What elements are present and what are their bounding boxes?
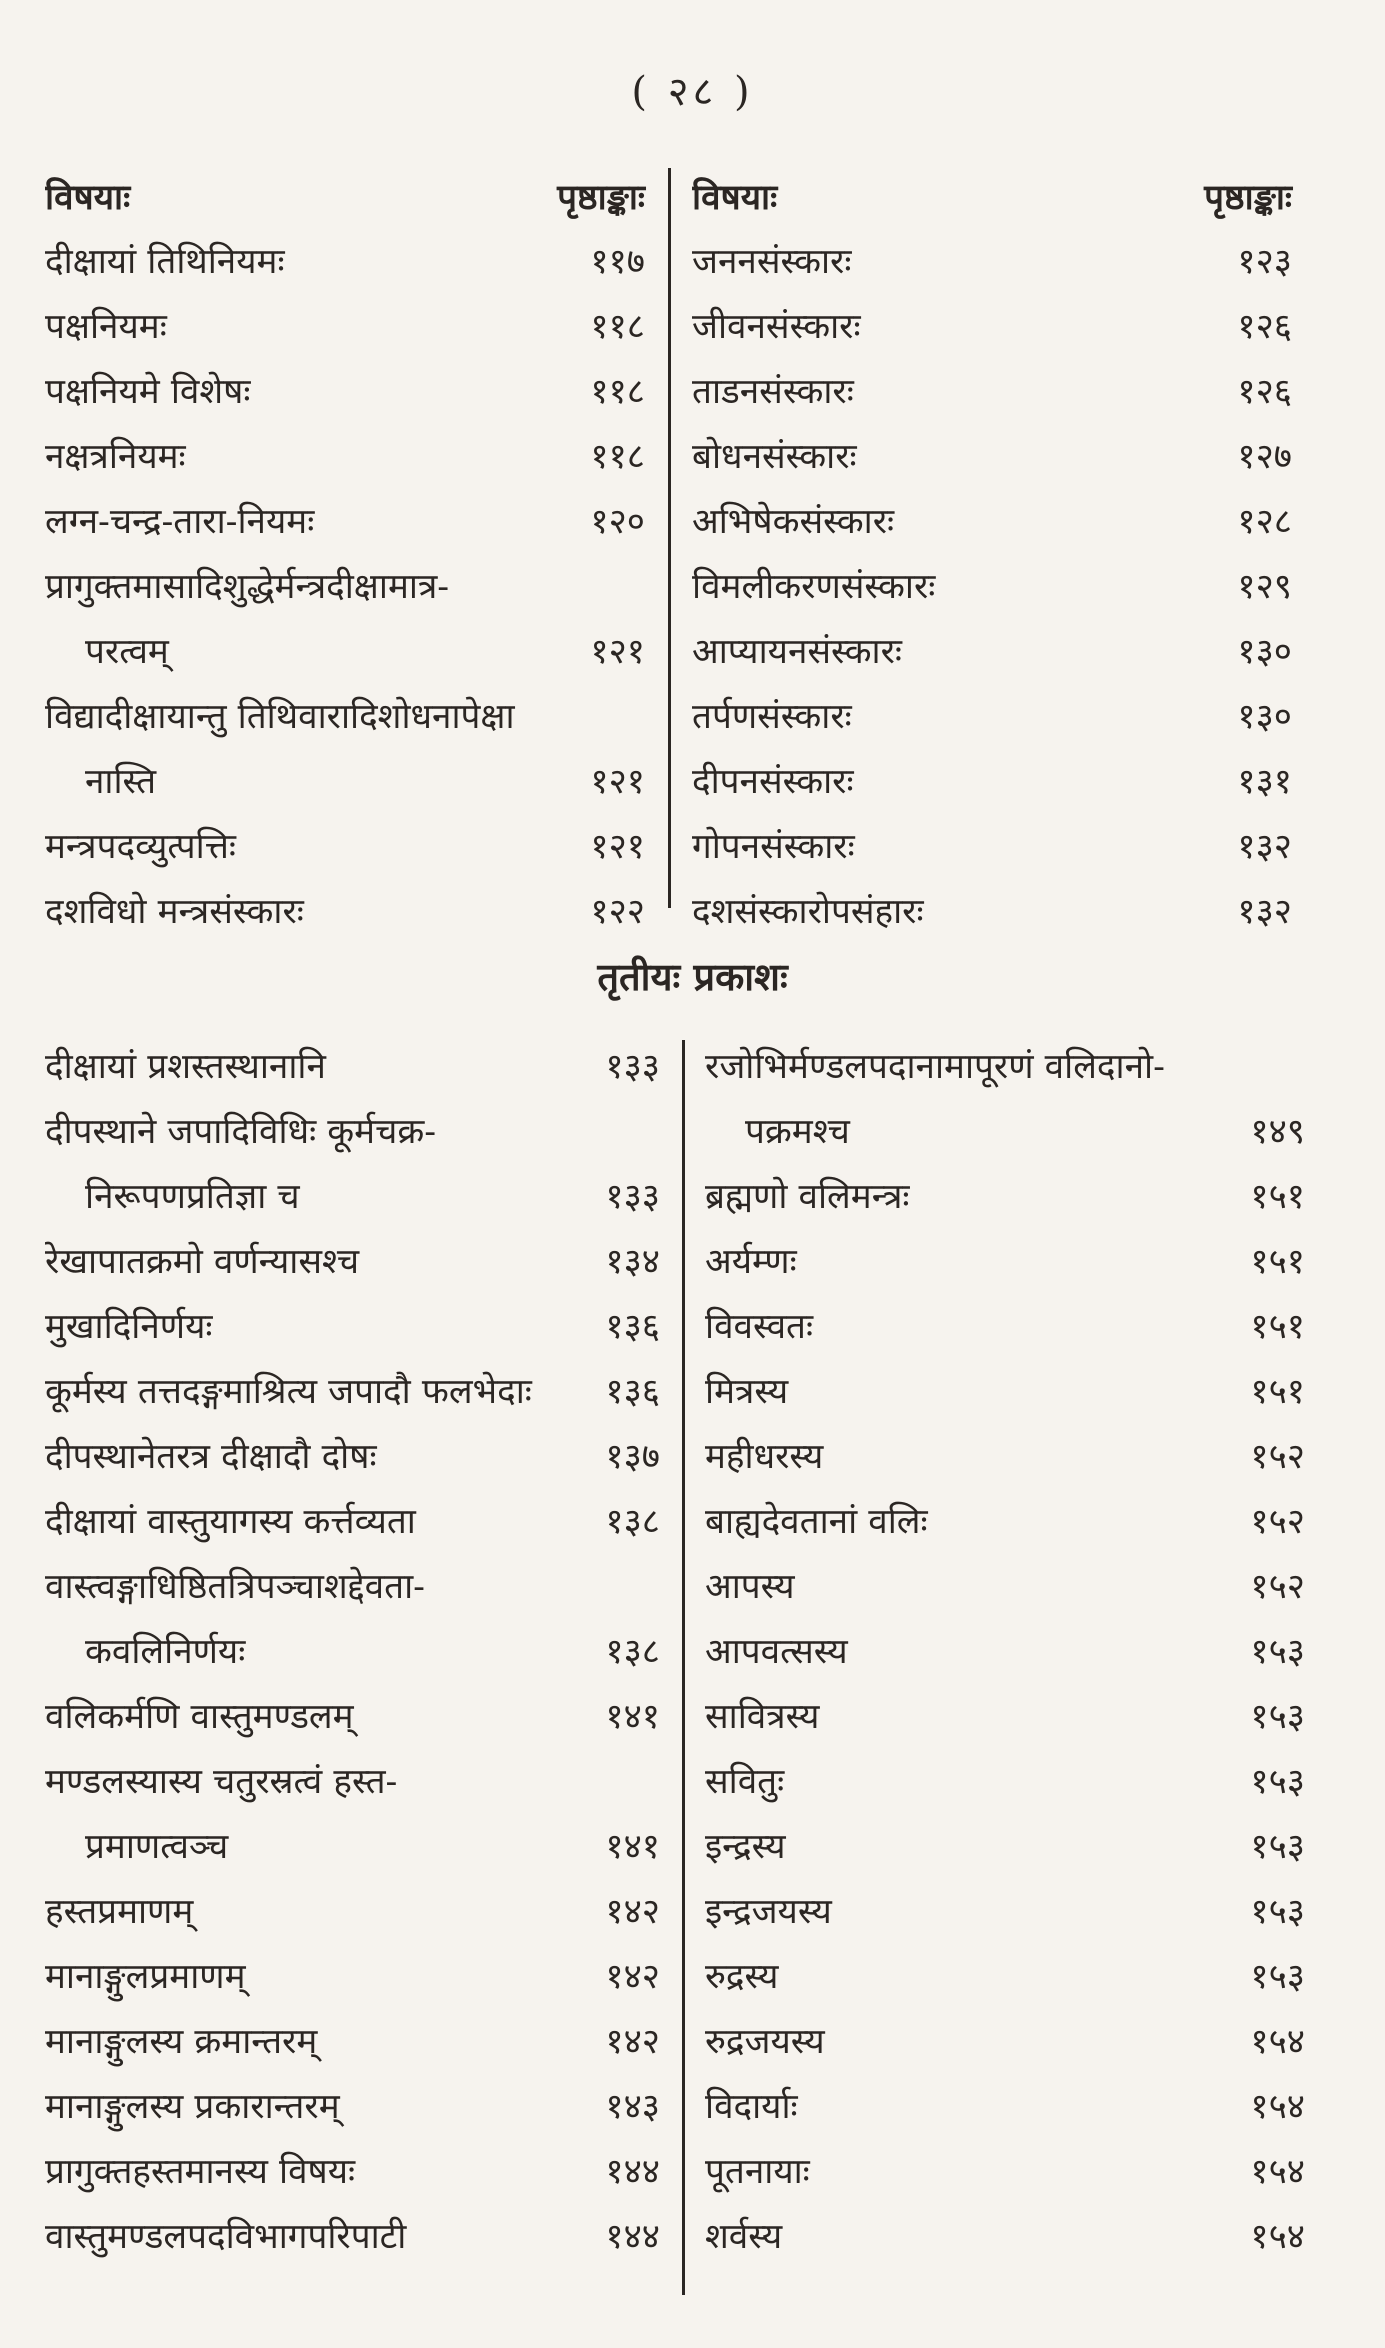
toc-bottom-left-column: [45, 1035, 660, 2270]
entry-title: रुद्रस्य: [705, 1957, 779, 1997]
entry-page: [635, 685, 645, 750]
entry-title: दीक्षायां प्रशस्तस्थानानि: [45, 1047, 326, 1087]
entry-page: १२१: [590, 827, 645, 867]
entry-page: १५४: [1250, 2152, 1305, 2192]
toc-entry: [45, 490, 645, 555]
toc-top-right-column: [692, 165, 1292, 945]
entry-title: दीपस्थानेतरत्र दीक्षादौ दोषः: [45, 1437, 377, 1477]
entry-page: १४१: [605, 1697, 660, 1737]
entry-page: [650, 1555, 660, 1620]
entry-title: गोपनसंस्कारः: [692, 827, 855, 867]
toc-entry: [45, 685, 645, 750]
toc-entry: [705, 1425, 1305, 1490]
toc-entry: [45, 425, 645, 490]
entry-title: मुखादिनिर्णयः: [45, 1307, 213, 1347]
toc-entry: [45, 1295, 660, 1360]
entry-page: १३१: [1237, 762, 1292, 802]
entry-page: १५१: [1250, 1307, 1305, 1347]
entry-title: ब्रह्मणो वलिमन्त्रः: [705, 1177, 910, 1217]
entry-page: १५३: [1250, 1827, 1305, 1867]
toc-entry: [705, 2205, 1305, 2270]
entry-page: १५३: [1250, 1957, 1305, 1997]
toc-top-left-column: [45, 165, 645, 945]
entry-title: दशसंस्कारोपसंहारः: [692, 892, 924, 932]
toc-entry: [705, 1165, 1305, 1230]
entry-title: मित्रस्य: [705, 1372, 789, 1412]
entry-page: १३६: [605, 1307, 660, 1347]
header-page: पृष्ठाङ्काः: [557, 177, 645, 218]
entry-title: अर्यम्णः: [705, 1242, 797, 1282]
entry-title: रेखापातक्रमो वर्णन्यासश्च: [45, 1242, 360, 1282]
entry-title: रुद्रजयस्य: [705, 2022, 825, 2062]
section-title: तृतीयः प्रकाशः: [597, 954, 788, 999]
entry-page: १२८: [1237, 502, 1292, 542]
toc-entry: [45, 555, 645, 620]
entry-page: १४४: [605, 2152, 660, 2192]
entry-title: इन्द्रजयस्य: [705, 1892, 832, 1932]
entry-title: विमलीकरणसंस्कारः: [692, 567, 936, 607]
toc-entry: [45, 295, 645, 360]
entry-page: १५३: [1250, 1892, 1305, 1932]
entry-page: १२३: [1237, 242, 1292, 282]
entry-title: मानाङ्गुलस्य प्रकारान्तरम्: [45, 2087, 340, 2127]
toc-bottom-right-column: [705, 1035, 1305, 2270]
entry-title: बोधनसंस्कारः: [692, 437, 857, 477]
entry-title: तर्पणसंस्कारः: [692, 697, 852, 737]
entry-page: १५४: [1250, 2217, 1305, 2257]
toc-entry: [45, 1750, 660, 1815]
toc-entry: [45, 815, 645, 880]
entry-title: महीधरस्य: [705, 1437, 824, 1477]
toc-entry: [692, 490, 1292, 555]
toc-entry: [45, 1360, 660, 1425]
entry-page: [650, 1750, 660, 1815]
entry-title: शर्वस्य: [705, 2217, 783, 2257]
entry-title: वलिकर्मणि वास्तुमण्डलम्: [45, 1697, 354, 1737]
entry-page: १३४: [605, 1242, 660, 1282]
header-subject: विषयाः: [45, 177, 131, 218]
entry-page: १३८: [605, 1632, 660, 1672]
entry-title: दीक्षायां तिथिनियमः: [45, 242, 285, 282]
column-divider-bottom: [682, 1040, 685, 2295]
entry-page: [1295, 1035, 1305, 1100]
entry-title: दीपस्थाने जपादिविधिः कूर्मचक्र-: [45, 1112, 437, 1152]
entry-page: १२६: [1237, 307, 1292, 347]
entry-title: मानाङ्गुलप्रमाणम्: [45, 1957, 246, 1997]
entry-title: आपस्य: [705, 1567, 795, 1607]
toc-entry: [45, 1490, 660, 1555]
entry-page: ११८: [590, 307, 645, 347]
toc-entry: [45, 880, 645, 945]
entry-page: १३२: [1237, 892, 1292, 932]
entry-page: १५१: [1250, 1372, 1305, 1412]
toc-entry: [45, 1555, 660, 1620]
toc-entry: [45, 1815, 660, 1880]
entry-title: कवलिनिर्णयः: [85, 1632, 246, 1672]
toc-entry: [45, 1100, 660, 1165]
toc-entry: [705, 2010, 1305, 2075]
entry-title: इन्द्रस्य: [705, 1827, 786, 1867]
entry-title: ताडनसंस्कारः: [692, 372, 854, 412]
entry-title: विद्यादीक्षायान्तु तिथिवारादिशोधनापेक्षा: [45, 697, 515, 737]
entry-page: १४४: [605, 2217, 660, 2257]
entry-title: दशविधो मन्त्रसंस्कारः: [45, 892, 304, 932]
entry-page: १४२: [605, 1892, 660, 1932]
toc-entry: [45, 2010, 660, 2075]
toc-entry: [705, 2075, 1305, 2140]
entry-page: [650, 1100, 660, 1165]
header-subject: विषयाः: [692, 177, 778, 218]
entry-title: कूर्मस्य तत्तदङ्गमाश्रित्य जपादौ फलभेदाः: [45, 1372, 532, 1412]
entry-title: बाह्यदेवतानां वलिः: [705, 1502, 928, 1542]
toc-entry: [45, 1620, 660, 1685]
entry-title: नक्षत्रनियमः: [45, 437, 186, 477]
entry-page: १३८: [605, 1502, 660, 1542]
entry-page: १५४: [1250, 2087, 1305, 2127]
entry-page: १३६: [605, 1372, 660, 1412]
toc-entry: [692, 230, 1292, 295]
entry-title: विदार्याः: [705, 2087, 798, 2127]
entry-title: रजोभिर्मण्डलपदानामापूरणं वलिदानो-: [705, 1047, 1165, 1087]
entry-page: १२७: [1237, 437, 1292, 477]
toc-entry: [705, 1880, 1305, 1945]
entry-title: आपवत्सस्य: [705, 1632, 848, 1672]
entry-title: हस्तप्रमाणम्: [45, 1892, 194, 1932]
entry-title: दीक्षायां वास्तुयागस्य कर्त्तव्यता: [45, 1502, 416, 1542]
entry-page: १२१: [590, 762, 645, 802]
toc-entry: [705, 1230, 1305, 1295]
toc-entry: [692, 685, 1292, 750]
toc-entry: [692, 425, 1292, 490]
toc-entry: [45, 2140, 660, 2205]
toc-entry: [705, 1555, 1305, 1620]
entry-page: १४२: [605, 1957, 660, 1997]
toc-entry: [45, 360, 645, 425]
toc-header-row: [45, 165, 645, 230]
toc-entry: [705, 1620, 1305, 1685]
toc-entry: [705, 1945, 1305, 2010]
entry-title: नास्ति: [85, 762, 157, 802]
toc-entry: [692, 750, 1292, 815]
entry-title: वास्तुमण्डलपदविभागपरिपाटी: [45, 2217, 407, 2257]
entry-page: १५१: [1250, 1242, 1305, 1282]
entry-page: १४१: [605, 1827, 660, 1867]
entry-title: वास्त्वङ्गाधिष्ठितत्रिपञ्चाशद्देवता-: [45, 1567, 425, 1607]
entry-page: ११८: [590, 437, 645, 477]
entry-page: १५२: [1250, 1437, 1305, 1477]
entry-page: १४९: [1250, 1112, 1305, 1152]
column-divider-top: [668, 168, 671, 908]
entry-title: विवस्वतः: [705, 1307, 814, 1347]
header-page: पृष्ठाङ्काः: [1204, 177, 1292, 218]
entry-page: १५३: [1250, 1762, 1305, 1802]
toc-entry: [45, 1230, 660, 1295]
toc-entry: [705, 1100, 1305, 1165]
page-number: ( २८ ): [631, 69, 754, 115]
entry-page: १३०: [1237, 632, 1292, 672]
entry-page: १३३: [605, 1047, 660, 1087]
toc-entry: [692, 880, 1292, 945]
entry-title: आप्यायनसंस्कारः: [692, 632, 903, 672]
entry-title: परत्वम्: [85, 632, 169, 672]
entry-title: प्रागुक्तहस्तमानस्य विषयः: [45, 2152, 356, 2192]
entry-title: प्रमाणत्वञ्च: [85, 1827, 229, 1867]
entry-title: जीवनसंस्कारः: [692, 307, 861, 347]
toc-header-row: [692, 165, 1292, 230]
toc-entry: [45, 750, 645, 815]
entry-page: १२६: [1237, 372, 1292, 412]
toc-entry: [692, 360, 1292, 425]
entry-page: १२१: [590, 632, 645, 672]
toc-entry: [45, 1945, 660, 2010]
entry-page: १३३: [605, 1177, 660, 1217]
entry-page: १४२: [605, 2022, 660, 2062]
toc-entry: [705, 1815, 1305, 1880]
entry-title: लग्न-चन्द्र-तारा-नियमः: [45, 502, 315, 542]
entry-title: सावित्रस्य: [705, 1697, 820, 1737]
entry-title: अभिषेकसंस्कारः: [692, 502, 895, 542]
entry-title: पक्षनियमः: [45, 307, 167, 347]
entry-title: जननसंस्कारः: [692, 242, 852, 282]
toc-entry: [705, 1750, 1305, 1815]
entry-title: पक्रमश्च: [745, 1112, 850, 1152]
toc-entry: [45, 1035, 660, 1100]
toc-entry: [45, 1685, 660, 1750]
toc-entry: [45, 2075, 660, 2140]
toc-entry: [45, 2205, 660, 2270]
entry-title: पूतनायाः: [705, 2152, 810, 2192]
toc-entry: [45, 1165, 660, 1230]
entry-page: १३७: [605, 1437, 660, 1477]
entry-title: मण्डलस्यास्य चतुरस्रत्वं हस्त-: [45, 1762, 398, 1802]
entry-page: १५१: [1250, 1177, 1305, 1217]
entry-page: १५२: [1250, 1567, 1305, 1607]
entry-page: १५२: [1250, 1502, 1305, 1542]
entry-page: १५४: [1250, 2022, 1305, 2062]
toc-entry: [705, 1295, 1305, 1360]
entry-page: १२०: [590, 502, 645, 542]
toc-entry: [45, 1425, 660, 1490]
toc-entry: [705, 1360, 1305, 1425]
entry-title: दीपनसंस्कारः: [692, 762, 854, 802]
entry-page: १२२: [590, 892, 645, 932]
entry-page: १३२: [1237, 827, 1292, 867]
entry-page: [635, 555, 645, 620]
entry-page: १५३: [1250, 1632, 1305, 1672]
entry-page: १५३: [1250, 1697, 1305, 1737]
entry-title: निरूपणप्रतिज्ञा च: [85, 1177, 300, 1217]
toc-entry: [692, 620, 1292, 685]
toc-entry: [705, 1035, 1305, 1100]
entry-title: प्रागुक्तमासादिशुद्धेर्मन्त्रदीक्षामात्र-: [45, 567, 450, 607]
toc-entry: [705, 1490, 1305, 1555]
toc-entry: [45, 620, 645, 685]
toc-entry: [692, 295, 1292, 360]
entry-page: ११८: [590, 372, 645, 412]
entry-page: १४३: [605, 2087, 660, 2127]
entry-page: ११७: [590, 242, 645, 282]
toc-entry: [45, 1880, 660, 1945]
entry-title: पक्षनियमे विशेषः: [45, 372, 251, 412]
toc-entry: [705, 1685, 1305, 1750]
toc-entry: [692, 555, 1292, 620]
toc-entry: [45, 230, 645, 295]
entry-title: सवितुः: [705, 1762, 785, 1802]
entry-title: मन्त्रपदव्युत्पत्तिः: [45, 827, 236, 867]
toc-entry: [705, 2140, 1305, 2205]
entry-title: मानाङ्गुलस्य क्रमान्तरम्: [45, 2022, 318, 2062]
entry-page: १२९: [1237, 567, 1292, 607]
entry-page: १३०: [1237, 697, 1292, 737]
toc-entry: [692, 815, 1292, 880]
